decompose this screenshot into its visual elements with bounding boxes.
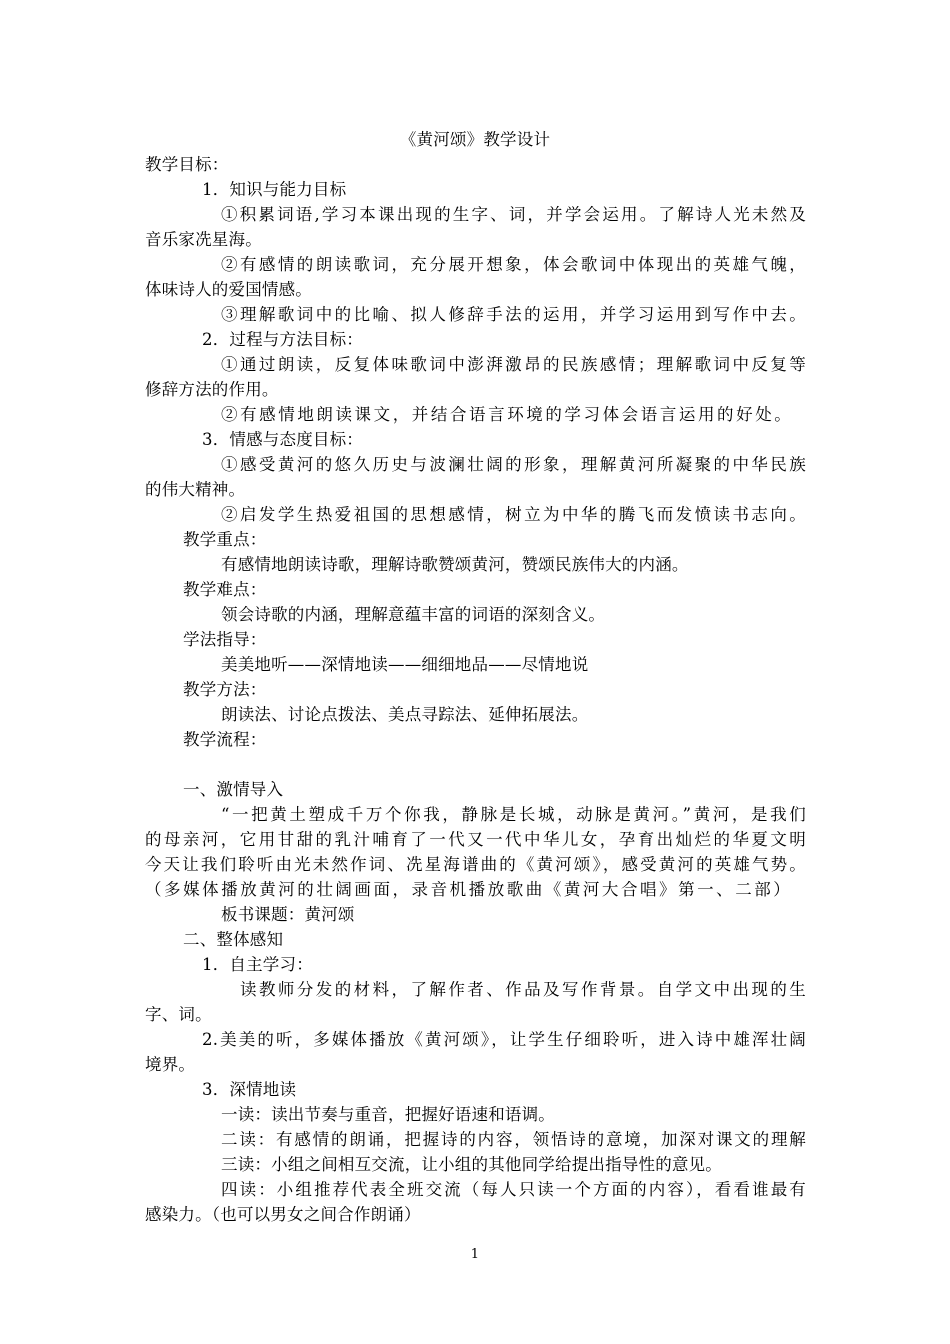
heading-key-points: 教学重点： (183, 530, 267, 549)
heading-teaching-methods: 教学方法： (183, 680, 267, 699)
subheading-self-study: 1．自主学习： (202, 955, 313, 974)
text-line: 2.美美的听，多媒体播放《黄河颂》，让学生仔细聆听，进入诗中雄浑壮阔 (202, 1030, 806, 1049)
text-line: 音乐家冼星海。 (145, 230, 262, 249)
subheading-process-goals: 2．过程与方法目标： (202, 330, 363, 349)
subheading-emotion-goals: 3．情感与态度目标： (202, 430, 363, 449)
text-line: ①积累词语,学习本课出现的生字、词，并学会运用。了解诗人光未然及 (221, 205, 806, 224)
text-line: 修辞方法的作用。 (145, 380, 279, 399)
text-line: 美美地听——深情地读——细细地品——尽情地说 (221, 655, 589, 674)
text-line: 一读：读出节奏与重音，把握好语速和语调。 (221, 1105, 555, 1124)
text-line: ①通过朗读，反复体味歌词中澎湃激昂的民族感情；理解歌词中反复等 (221, 355, 806, 374)
text-line: 读教师分发的材料，了解作者、作品及写作背景。自学文中出现的生 (240, 980, 806, 999)
text-line: “一把黄土塑成千万个你我，静脉是长城，动脉是黄河。”黄河，是我们 (221, 805, 806, 824)
heading-section-two: 二、整体感知 (183, 930, 284, 949)
text-line: 三读：小组之间相互交流，让小组的其他同学给提出指导性的意见。 (221, 1155, 722, 1174)
text-line: （多媒体播放黄河的壮阔画面，录音机播放歌曲《黄河大合唱》第一、二部） (145, 880, 790, 899)
text-line: 境界。 (145, 1055, 196, 1074)
text-line: 感染力。（也可以男女之间合作朗诵） (145, 1205, 421, 1224)
text-line: 的伟大精神。 (145, 480, 246, 499)
text-line: 领会诗歌的内涵，理解意蕴丰富的词语的深刻含义。 (221, 605, 606, 624)
text-line: 字、词。 (145, 1005, 212, 1024)
text-line: ①感受黄河的悠久历史与波澜壮阔的形象，理解黄河所凝聚的中华民族 (221, 455, 806, 474)
text-line: 体味诗人的爱国情感。 (145, 280, 312, 299)
document-title: 《黄河颂》教学设计 (399, 130, 551, 149)
heading-teaching-goals: 教学目标： (145, 155, 229, 174)
text-line: ③理解歌词中的比喻、拟人修辞手法的运用，并学习运用到写作中去。 (221, 305, 806, 324)
text-line: ②启发学生热爱祖国的思想感情，树立为中华的腾飞而发愤读书志向。 (221, 505, 806, 524)
text-line: ②有感情的朗读歌词，充分展开想象，体会歌词中体现出的英雄气魄， (221, 255, 806, 274)
subheading-deep-reading: 3．深情地读 (202, 1080, 297, 1099)
text-line: 有感情地朗读诗歌，理解诗歌赞颂黄河，赞颂民族伟大的内涵。 (221, 555, 689, 574)
subheading-knowledge-goals: 1．知识与能力目标 (202, 180, 347, 199)
text-line: 今天让我们聆听由光未然作词、冼星海谱曲的《黄河颂》，感受黄河的英雄气势。 (145, 855, 806, 874)
text-line: 朗读法、讨论点拨法、美点寻踪法、延伸拓展法。 (221, 705, 589, 724)
heading-teaching-process: 教学流程： (183, 730, 267, 749)
heading-section-one: 一、激情导入 (183, 780, 284, 799)
text-line: ②有感情地朗读课文，并结合语言环境的学习体会语言运用的好处。 (221, 405, 791, 424)
text-line: 四读：小组推荐代表全班交流（每人只读一个方面的内容），看看谁最有 (221, 1180, 806, 1199)
page-number: 1 (470, 1247, 480, 1262)
text-line: 的母亲河，它用甘甜的乳汁哺育了一代又一代中华儿女，孕育出灿烂的华夏文明 (145, 830, 806, 849)
text-line: 二读：有感情的朗诵，把握诗的内容，领悟诗的意境，加深对课文的理解 (221, 1130, 806, 1149)
heading-difficulties: 教学难点： (183, 580, 267, 599)
text-line: 板书课题：黄河颂 (221, 905, 355, 924)
heading-study-guidance: 学法指导： (183, 630, 267, 649)
